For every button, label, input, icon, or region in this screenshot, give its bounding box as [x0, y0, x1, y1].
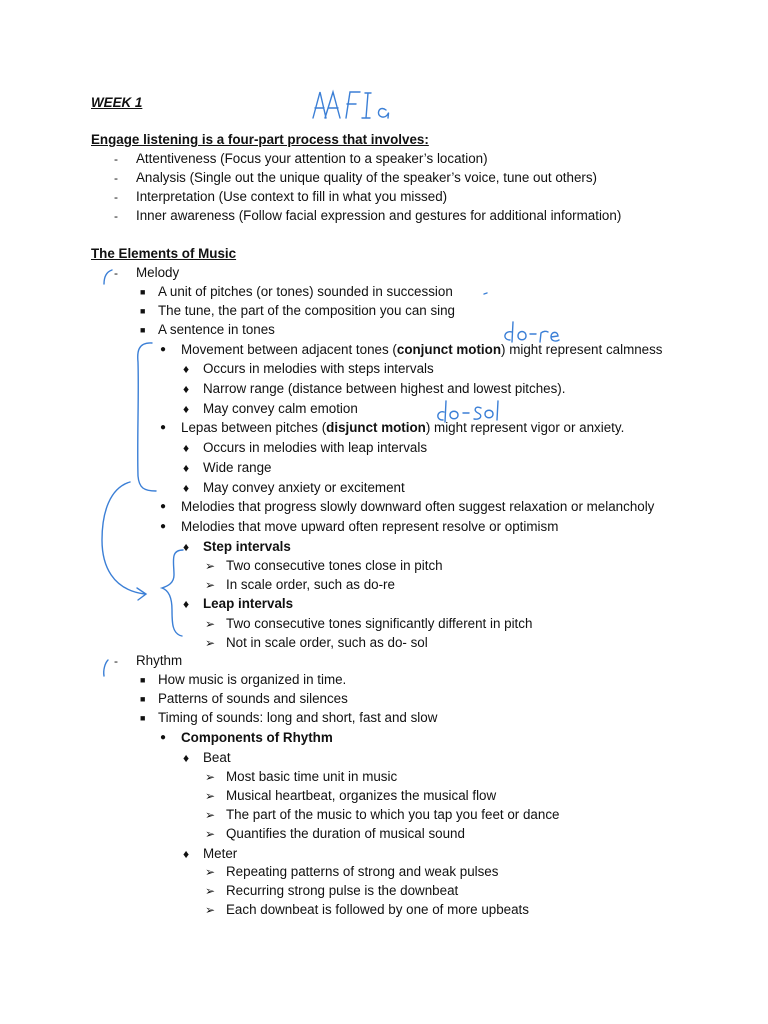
- dash-marker: -: [114, 190, 118, 204]
- rhythm-label: Rhythm: [136, 653, 183, 668]
- dash-marker: -: [114, 209, 118, 223]
- square-marker: ■: [140, 306, 146, 316]
- meter-item: Recurring strong pulse is the downbeat: [226, 883, 459, 898]
- rhythm-point: Timing of sounds: long and short, fast and slow: [158, 710, 438, 725]
- meter-item: Repeating patterns of strong and weak pulses: [226, 864, 499, 879]
- beat-item: Musical heartbeat, organizes the musical flow: [226, 788, 497, 803]
- dash-marker: -: [114, 171, 118, 185]
- disjunct-item: Occurs in melodies with leap intervals: [203, 440, 428, 455]
- rhythm-point: How music is organized in time.: [158, 672, 347, 687]
- melody-label: Melody: [136, 265, 180, 280]
- engage-item: Interpretation (Use context to fill in what you missed): [136, 189, 448, 204]
- arrow-marker: ➢: [205, 903, 216, 917]
- do-re-handwriting: [505, 322, 559, 342]
- small-tick-mark: [484, 293, 487, 294]
- beat-item: Most basic time unit in music: [226, 769, 398, 784]
- beat-item: Quantifies the duration of musical sound: [226, 826, 465, 841]
- melody-point: A sentence in tones: [158, 322, 275, 337]
- week-title: WEEK 1: [91, 95, 143, 110]
- arrow-marker: ➢: [205, 559, 216, 573]
- engage-item: Attentiveness (Focus your attention to a speaker’s location): [136, 151, 488, 166]
- diamond-marker: ♦: [183, 847, 190, 861]
- arrow-marker: ➢: [205, 617, 216, 631]
- melody-point: A unit of pitches (or tones) sounded in succession: [158, 284, 453, 299]
- square-marker: ■: [140, 713, 146, 723]
- melody-up: Melodies that move upward often represent resolve or optimism: [181, 519, 559, 534]
- disjunct-item: Wide range: [203, 460, 272, 475]
- step-intervals-label: Step intervals: [203, 539, 291, 554]
- melody-down: Melodies that progress slowly downward often suggest relaxation or melancholy: [181, 499, 655, 514]
- dash-marker: -: [114, 152, 118, 166]
- square-marker: ■: [140, 287, 146, 297]
- step-arrow-curve: [102, 482, 145, 594]
- melody-margin-mark: [104, 270, 112, 284]
- disjunct-line: Lepas between pitches (disjunct motion) might represent vigor or anxiety.: [181, 420, 625, 435]
- arrow-marker: ➢: [205, 789, 216, 803]
- arrow-marker: ➢: [205, 827, 216, 841]
- arrow-marker: ➢: [205, 578, 216, 592]
- diamond-marker: ♦: [183, 441, 190, 455]
- diamond-marker: ♦: [183, 382, 190, 396]
- leap-item: Two consecutive tones significantly different in pitch: [226, 616, 533, 631]
- melody-point: The tune, the part of the composition you can sing: [158, 303, 456, 318]
- square-marker: ■: [140, 675, 146, 685]
- diamond-marker: ♦: [183, 362, 190, 376]
- square-marker: ■: [140, 694, 146, 704]
- conjunct-item: May convey calm emotion: [203, 401, 358, 416]
- diamond-marker: ♦: [183, 597, 190, 611]
- top-handwriting: [313, 92, 389, 118]
- arrow-marker: ➢: [205, 808, 216, 822]
- engage-item: Analysis (Single out the unique quality of the speaker’s voice, tune out others): [136, 170, 598, 185]
- beat-item: The part of the music to which you tap you feet or dance: [226, 807, 560, 822]
- arrow-marker: ➢: [205, 865, 216, 879]
- leap-item: Not in scale order, such as do- sol: [226, 635, 428, 650]
- bullet-marker: ●: [160, 344, 167, 355]
- diamond-marker: ♦: [183, 751, 190, 765]
- meter-item: Each downbeat is followed by one of more upbeats: [226, 902, 529, 917]
- diamond-marker: ♦: [183, 540, 190, 554]
- diamond-marker: ♦: [183, 402, 190, 416]
- do-sol-handwriting: [438, 401, 498, 422]
- step-item: Two consecutive tones close in pitch: [226, 558, 443, 573]
- elements-heading: The Elements of Music: [91, 246, 237, 261]
- conjunct-bracket: [138, 343, 156, 491]
- beat-label: Beat: [203, 750, 231, 765]
- engage-heading: Engage listening is a four-part process that involves:: [91, 132, 429, 147]
- dash-marker: -: [114, 266, 118, 280]
- diamond-marker: ♦: [183, 481, 190, 495]
- leap-intervals-label: Leap intervals: [203, 596, 294, 611]
- diamond-marker: ♦: [183, 461, 190, 475]
- rhythm-point: Patterns of sounds and silences: [158, 691, 348, 706]
- step-item: In scale order, such as do-re: [226, 577, 395, 592]
- disjunct-item: May convey anxiety or excitement: [203, 480, 405, 495]
- rhythm-margin-mark: [104, 660, 108, 676]
- arrow-marker: ➢: [205, 770, 216, 784]
- bullet-marker: ●: [160, 521, 167, 532]
- square-marker: ■: [140, 325, 146, 335]
- bullet-marker: ●: [160, 422, 167, 433]
- dash-marker: -: [114, 654, 118, 668]
- meter-label: Meter: [203, 846, 238, 861]
- step-arrow-head: [137, 588, 146, 600]
- bullet-marker: ●: [160, 501, 167, 512]
- engage-item: Inner awareness (Follow facial expression and gestures for additional information): [136, 208, 622, 223]
- conjunct-item: Occurs in melodies with steps intervals: [203, 361, 434, 376]
- bullet-marker: ●: [160, 732, 167, 743]
- conjunct-line: Movement between adjacent tones (conjunct motion) might represent calmness: [181, 342, 663, 357]
- components-label: Components of Rhythm: [181, 730, 333, 745]
- conjunct-item: Narrow range (distance between highest and lowest pitches).: [203, 381, 566, 396]
- arrow-marker: ➢: [205, 636, 216, 650]
- interval-brace: [162, 550, 183, 636]
- arrow-marker: ➢: [205, 884, 216, 898]
